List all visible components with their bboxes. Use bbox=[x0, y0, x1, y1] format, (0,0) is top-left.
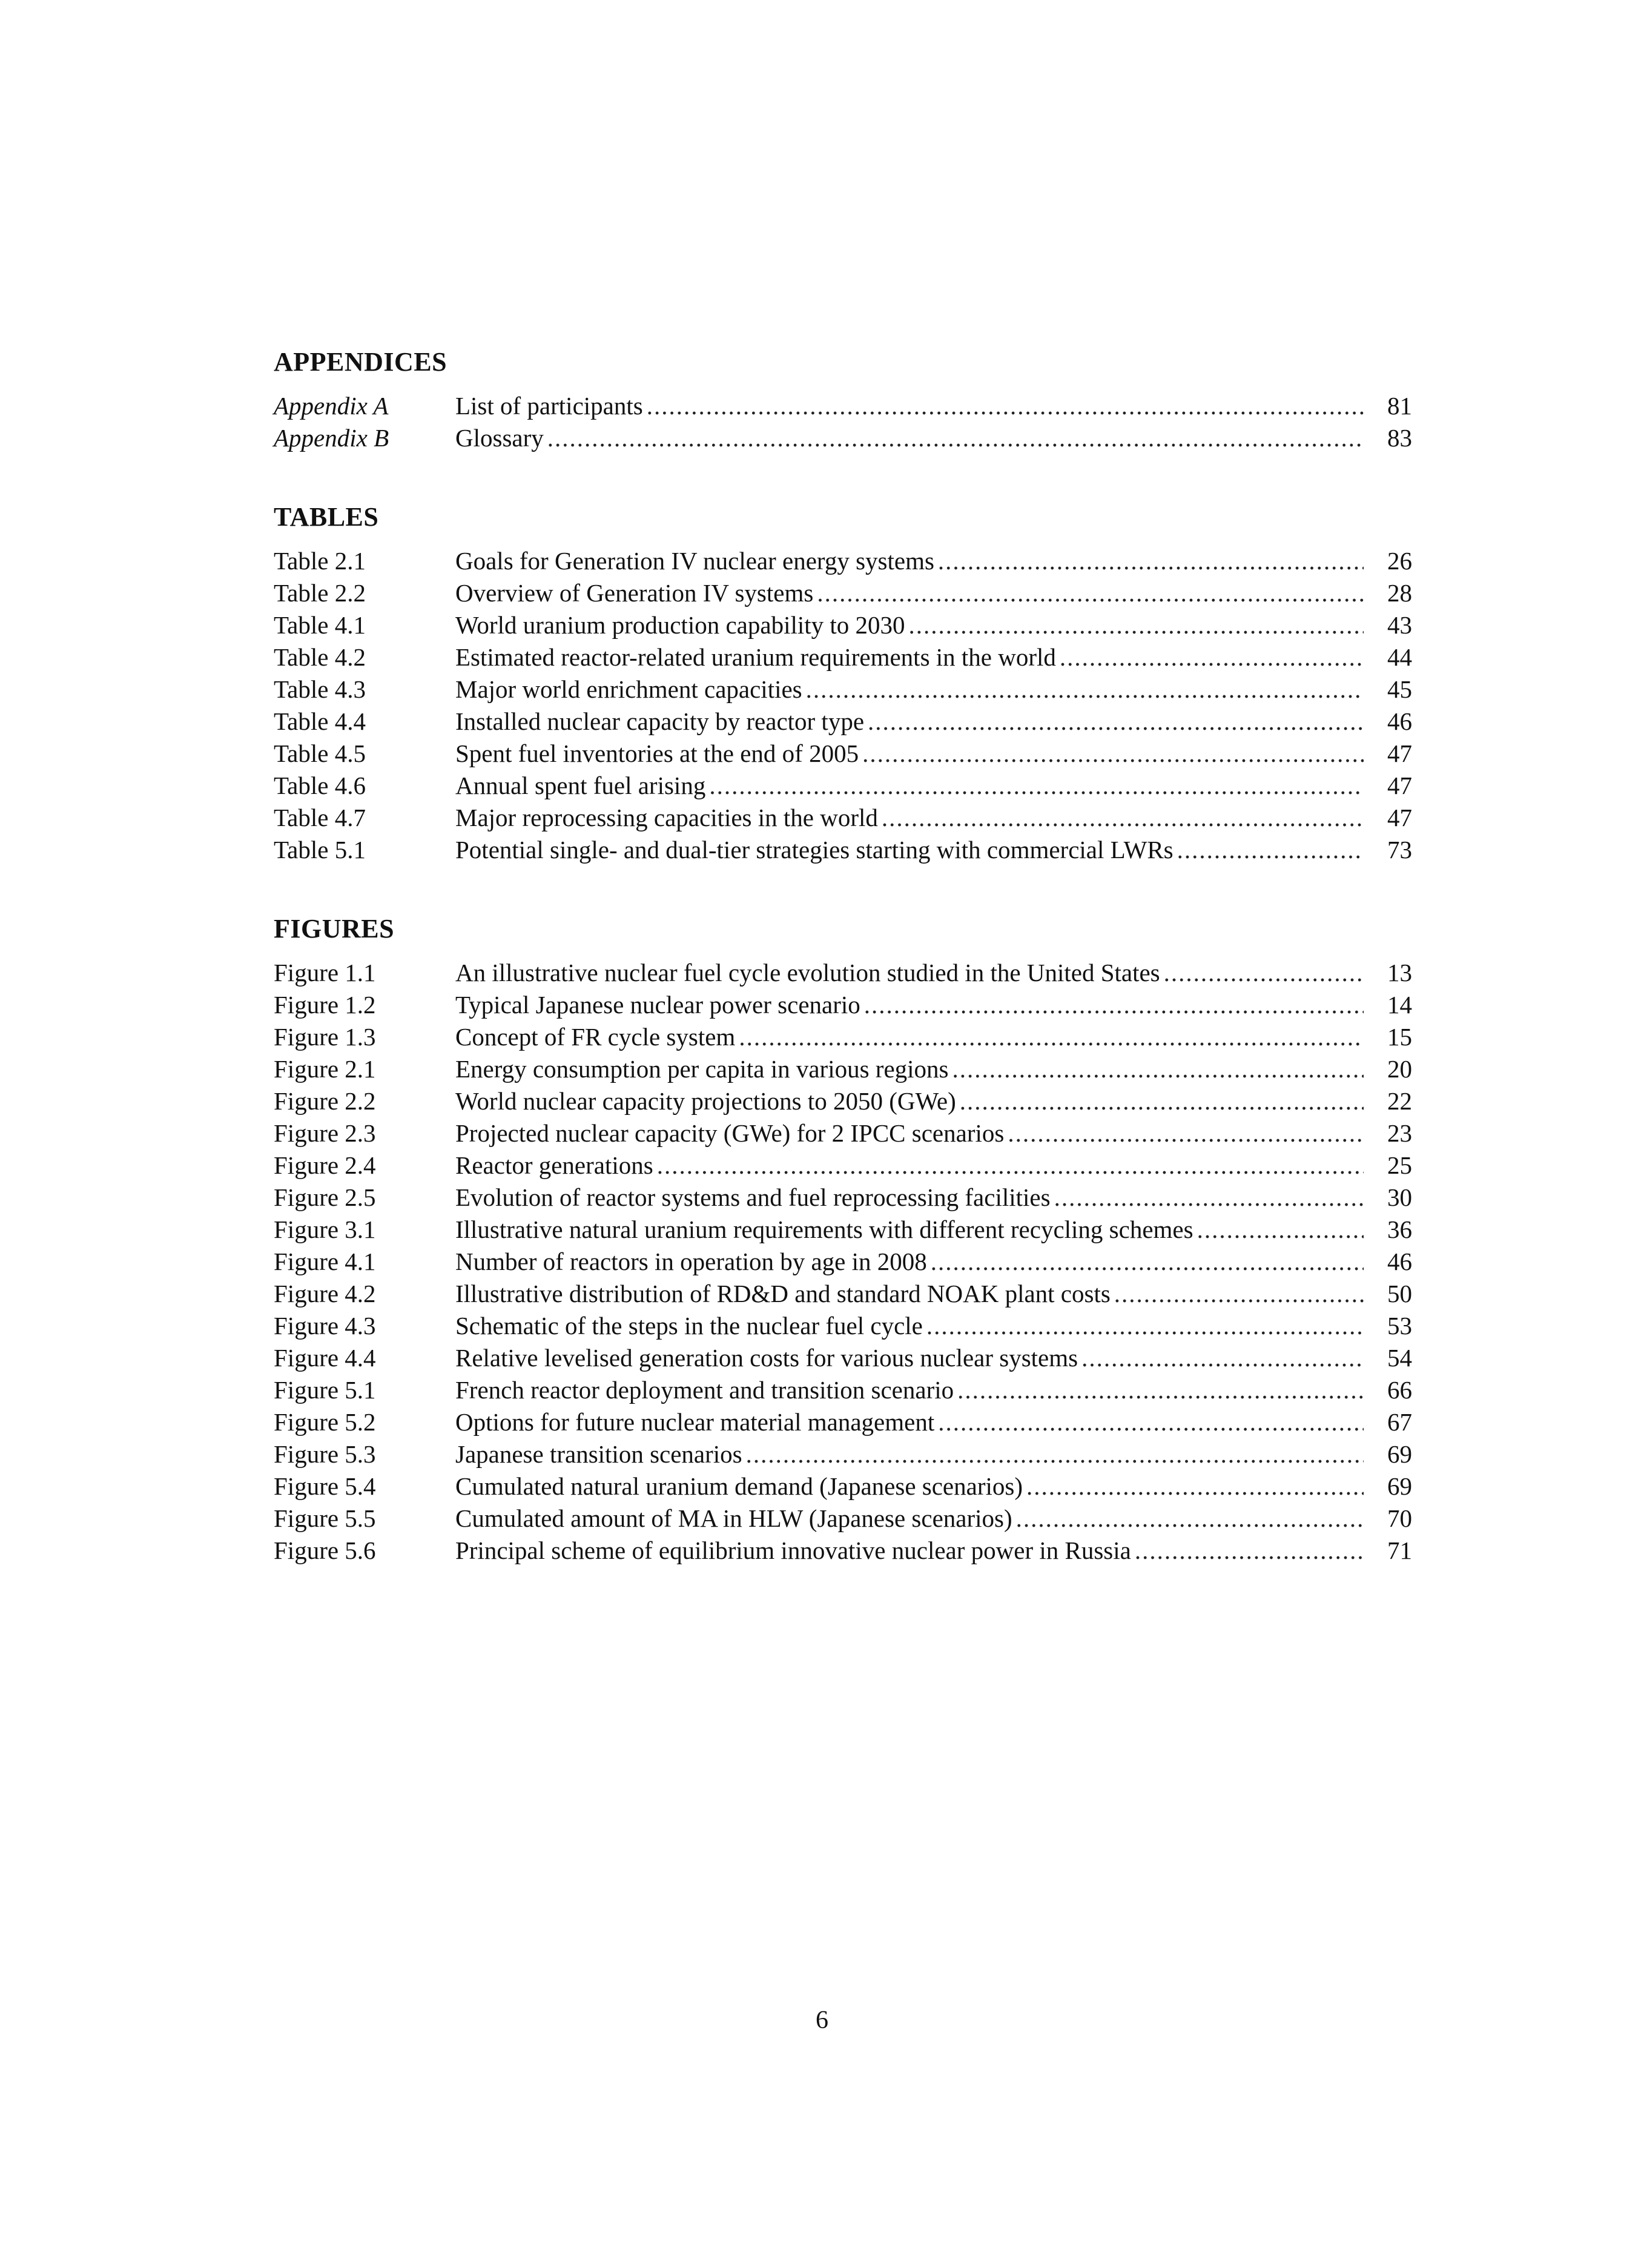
toc-entry[interactable] bbox=[274, 1535, 1412, 1567]
toc-entry[interactable] bbox=[274, 390, 1412, 422]
entry-page-number: 13 bbox=[1387, 959, 1412, 987]
entry-title-with-leader bbox=[455, 957, 1364, 989]
dot-leader bbox=[960, 1085, 1364, 1117]
dot-leader bbox=[864, 989, 1364, 1021]
entry-title-with-leader bbox=[455, 545, 1364, 577]
toc-entry[interactable] bbox=[274, 1278, 1412, 1310]
page-number: 6 bbox=[816, 2006, 828, 2034]
entry-title: World nuclear capacity projections to 2050 (GWe) bbox=[455, 1087, 956, 1115]
entry-title: Reactor generations bbox=[455, 1151, 653, 1179]
entry-page-number: 47 bbox=[1387, 772, 1412, 799]
appendices-section bbox=[274, 345, 1412, 454]
dot-leader bbox=[882, 802, 1364, 834]
entry-title-with-leader bbox=[455, 1053, 1364, 1085]
dot-leader bbox=[739, 1021, 1364, 1053]
entry-label: Appendix A bbox=[274, 392, 389, 420]
dot-leader bbox=[1026, 1470, 1364, 1503]
entry-label: Figure 2.4 bbox=[274, 1151, 376, 1179]
entry-title: Energy consumption per capita in various regions bbox=[455, 1055, 949, 1083]
entry-title: Principal scheme of equilibrium innovative nuclear power in Russia bbox=[455, 1536, 1131, 1564]
dot-leader bbox=[1197, 1214, 1364, 1246]
entry-label: Figure 2.5 bbox=[274, 1183, 376, 1211]
entry-title-with-leader bbox=[455, 1117, 1364, 1149]
entry-title: Goals for Generation IV nuclear energy systems bbox=[455, 547, 934, 575]
toc-entry[interactable] bbox=[274, 1342, 1412, 1374]
entry-title: Overview of Generation IV systems bbox=[455, 579, 814, 607]
entry-label: Table 4.7 bbox=[274, 804, 366, 831]
entry-label: Figure 4.3 bbox=[274, 1312, 376, 1340]
entry-label: Table 4.6 bbox=[274, 772, 366, 799]
toc-entry[interactable] bbox=[274, 545, 1412, 577]
entry-title-with-leader bbox=[455, 609, 1364, 641]
toc-entry[interactable] bbox=[274, 1310, 1412, 1342]
entry-title: Concept of FR cycle system bbox=[455, 1023, 736, 1051]
tables-heading: TABLES bbox=[274, 502, 379, 532]
entry-title-with-leader bbox=[455, 1535, 1364, 1567]
entry-title-with-leader bbox=[455, 802, 1364, 834]
entry-title-with-leader bbox=[455, 1342, 1364, 1374]
entry-title: Glossary bbox=[455, 424, 544, 452]
entry-page-number: 14 bbox=[1387, 991, 1412, 1019]
entry-page-number: 22 bbox=[1387, 1087, 1412, 1115]
entry-page-number: 47 bbox=[1387, 804, 1412, 831]
toc-entry[interactable] bbox=[274, 422, 1412, 454]
entry-title: Number of reactors in operation by age in 2008 bbox=[455, 1248, 927, 1275]
entry-page-number: 66 bbox=[1387, 1376, 1412, 1404]
entry-label: Figure 3.1 bbox=[274, 1215, 376, 1243]
entry-page-number: 28 bbox=[1387, 579, 1412, 607]
entry-title: Schematic of the steps in the nuclear fuel cycle bbox=[455, 1312, 923, 1340]
entry-title: Illustrative natural uranium requirements with different recycling schemes bbox=[455, 1215, 1193, 1243]
entry-label: Figure 5.1 bbox=[274, 1376, 376, 1404]
entry-title-with-leader bbox=[455, 1310, 1364, 1342]
entry-title-with-leader bbox=[455, 1503, 1364, 1535]
entry-label: Figure 4.4 bbox=[274, 1344, 376, 1372]
entry-page-number: 71 bbox=[1387, 1536, 1412, 1564]
dot-leader bbox=[1164, 957, 1364, 989]
dot-leader bbox=[868, 706, 1364, 738]
entry-title-with-leader bbox=[455, 641, 1364, 673]
dot-leader bbox=[817, 577, 1364, 609]
entry-page-number: 83 bbox=[1387, 424, 1412, 452]
entry-title-with-leader bbox=[455, 1438, 1364, 1470]
entry-title-with-leader bbox=[455, 989, 1364, 1021]
entry-title-with-leader bbox=[455, 1085, 1364, 1117]
entry-title: Options for future nuclear material management bbox=[455, 1408, 935, 1436]
entry-label: Appendix B bbox=[274, 424, 389, 452]
entry-label: Table 5.1 bbox=[274, 836, 366, 864]
entry-title: Cumulated natural uranium demand (Japanese scenarios) bbox=[455, 1472, 1023, 1500]
entry-title-with-leader bbox=[455, 577, 1364, 609]
entry-page-number: 67 bbox=[1387, 1408, 1412, 1436]
entry-title: Japanese transition scenarios bbox=[455, 1440, 742, 1468]
dot-leader bbox=[1060, 641, 1364, 673]
entry-label: Figure 5.5 bbox=[274, 1504, 376, 1532]
entry-label: Figure 4.1 bbox=[274, 1248, 376, 1275]
entry-label: Figure 4.2 bbox=[274, 1280, 376, 1308]
entry-label: Table 2.1 bbox=[274, 547, 366, 575]
dot-leader bbox=[1135, 1535, 1364, 1567]
entry-page-number: 15 bbox=[1387, 1023, 1412, 1051]
dot-leader bbox=[647, 390, 1364, 422]
dot-leader bbox=[1114, 1278, 1364, 1310]
dot-leader bbox=[1008, 1117, 1364, 1149]
dot-leader bbox=[547, 422, 1364, 454]
entry-label: Figure 1.1 bbox=[274, 959, 376, 987]
entry-page-number: 46 bbox=[1387, 1248, 1412, 1275]
entry-label: Figure 1.2 bbox=[274, 991, 376, 1019]
dot-leader bbox=[709, 770, 1364, 802]
entry-title: Projected nuclear capacity (GWe) for 2 IPCC scenarios bbox=[455, 1119, 1005, 1147]
dot-leader bbox=[657, 1149, 1364, 1182]
toc-entry[interactable] bbox=[274, 1406, 1412, 1438]
entry-page-number: 26 bbox=[1387, 547, 1412, 575]
entry-label: Figure 5.4 bbox=[274, 1472, 376, 1500]
toc-entry[interactable] bbox=[274, 673, 1412, 706]
entry-page-number: 36 bbox=[1387, 1215, 1412, 1243]
entry-title: French reactor deployment and transition scenario bbox=[455, 1376, 954, 1404]
entry-title: Estimated reactor-related uranium requirements in the world bbox=[455, 643, 1056, 671]
entry-title: World uranium production capability to 2030 bbox=[455, 611, 905, 639]
entry-title: Installed nuclear capacity by reactor type bbox=[455, 707, 865, 735]
toc-entry[interactable] bbox=[274, 1053, 1412, 1085]
entry-title-with-leader bbox=[455, 390, 1364, 422]
toc-entry[interactable] bbox=[274, 641, 1412, 673]
entry-page-number: 53 bbox=[1387, 1312, 1412, 1340]
dot-leader bbox=[909, 609, 1364, 641]
entry-title: Spent fuel inventories at the end of 2005 bbox=[455, 739, 859, 767]
dot-leader bbox=[1177, 834, 1364, 866]
toc-entry[interactable] bbox=[274, 1246, 1412, 1278]
entry-label: Figure 5.6 bbox=[274, 1536, 376, 1564]
entry-title-with-leader bbox=[455, 422, 1364, 454]
toc-entry[interactable] bbox=[274, 1085, 1412, 1117]
entry-title-with-leader bbox=[455, 1214, 1364, 1246]
entry-title: Evolution of reactor systems and fuel reprocessing facilities bbox=[455, 1183, 1051, 1211]
toc-entry[interactable] bbox=[274, 1470, 1412, 1503]
entry-title: Relative levelised generation costs for various nuclear systems bbox=[455, 1344, 1078, 1372]
toc-entry[interactable] bbox=[274, 1182, 1412, 1214]
figures-section bbox=[274, 912, 1412, 1567]
dot-leader bbox=[746, 1438, 1364, 1470]
figures-list bbox=[274, 957, 1412, 1567]
entry-title-with-leader bbox=[455, 738, 1364, 770]
entry-title-with-leader bbox=[455, 1406, 1364, 1438]
entry-title: Cumulated amount of MA in HLW (Japanese scenarios) bbox=[455, 1504, 1012, 1532]
entry-title-with-leader bbox=[455, 1021, 1364, 1053]
entry-label: Table 4.1 bbox=[274, 611, 366, 639]
entry-page-number: 46 bbox=[1387, 707, 1412, 735]
entry-label: Figure 5.2 bbox=[274, 1408, 376, 1436]
toc-entry[interactable] bbox=[274, 1021, 1412, 1053]
figures-heading: FIGURES bbox=[274, 914, 395, 944]
dot-leader bbox=[806, 673, 1364, 706]
toc-entry[interactable] bbox=[274, 1214, 1412, 1246]
entry-page-number: 44 bbox=[1387, 643, 1412, 671]
entry-label: Figure 1.3 bbox=[274, 1023, 376, 1051]
dot-leader bbox=[1054, 1182, 1364, 1214]
entry-title-with-leader bbox=[455, 1149, 1364, 1182]
entry-page-number: 20 bbox=[1387, 1055, 1412, 1083]
dot-leader bbox=[926, 1310, 1364, 1342]
entry-title: Illustrative distribution of RD&D and standard NOAK plant costs bbox=[455, 1280, 1111, 1308]
entry-title-with-leader bbox=[455, 834, 1364, 866]
entry-page-number: 47 bbox=[1387, 739, 1412, 767]
entry-label: Table 4.5 bbox=[274, 739, 366, 767]
dot-leader bbox=[938, 545, 1364, 577]
appendices-heading: APPENDICES bbox=[274, 347, 447, 377]
entry-label: Figure 5.3 bbox=[274, 1440, 376, 1468]
toc-entry[interactable] bbox=[274, 834, 1412, 866]
entry-title-with-leader bbox=[455, 1374, 1364, 1406]
entry-page-number: 30 bbox=[1387, 1183, 1412, 1211]
dot-leader bbox=[862, 738, 1364, 770]
toc-entry[interactable] bbox=[274, 1149, 1412, 1182]
toc-entry[interactable] bbox=[274, 802, 1412, 834]
entry-title-with-leader bbox=[455, 1246, 1364, 1278]
entry-label: Table 4.2 bbox=[274, 643, 366, 671]
entry-page-number: 45 bbox=[1387, 675, 1412, 703]
entry-page-number: 69 bbox=[1387, 1440, 1412, 1468]
entry-title: Typical Japanese nuclear power scenario bbox=[455, 991, 860, 1019]
toc-content bbox=[274, 345, 1412, 1613]
toc-entry[interactable] bbox=[274, 609, 1412, 641]
entry-title-with-leader bbox=[455, 770, 1364, 802]
entry-page-number: 25 bbox=[1387, 1151, 1412, 1179]
entry-label: Figure 2.3 bbox=[274, 1119, 376, 1147]
entry-page-number: 73 bbox=[1387, 836, 1412, 864]
entry-label: Table 4.4 bbox=[274, 707, 366, 735]
toc-entry[interactable] bbox=[274, 1503, 1412, 1535]
dot-leader bbox=[938, 1406, 1364, 1438]
entry-title-with-leader bbox=[455, 1182, 1364, 1214]
entry-title: Major world enrichment capacities bbox=[455, 675, 802, 703]
entry-page-number: 43 bbox=[1387, 611, 1412, 639]
entry-title-with-leader bbox=[455, 706, 1364, 738]
dot-leader bbox=[952, 1053, 1364, 1085]
toc-entry[interactable] bbox=[274, 738, 1412, 770]
tables-list bbox=[274, 545, 1412, 866]
toc-entry[interactable] bbox=[274, 1438, 1412, 1470]
entry-title-with-leader bbox=[455, 1470, 1364, 1503]
entry-title-with-leader bbox=[455, 673, 1364, 706]
tables-section bbox=[274, 500, 1412, 866]
appendices-list bbox=[274, 390, 1412, 454]
entry-title: List of participants bbox=[455, 392, 643, 420]
toc-entry[interactable] bbox=[274, 770, 1412, 802]
dot-leader bbox=[1081, 1342, 1364, 1374]
entry-page-number: 54 bbox=[1387, 1344, 1412, 1372]
entry-title: An illustrative nuclear fuel cycle evolution studied in the United States bbox=[455, 959, 1160, 987]
dot-leader bbox=[957, 1374, 1364, 1406]
entry-page-number: 50 bbox=[1387, 1280, 1412, 1308]
dot-leader bbox=[1016, 1503, 1364, 1535]
toc-entry[interactable] bbox=[274, 989, 1412, 1021]
toc-entry[interactable] bbox=[274, 1117, 1412, 1149]
entry-title-with-leader bbox=[455, 1278, 1364, 1310]
entry-page-number: 81 bbox=[1387, 392, 1412, 420]
dot-leader bbox=[931, 1246, 1364, 1278]
entry-label: Figure 2.2 bbox=[274, 1087, 376, 1115]
toc-entry[interactable] bbox=[274, 706, 1412, 738]
toc-entry[interactable] bbox=[274, 1374, 1412, 1406]
entry-title: Potential single- and dual-tier strategies starting with commercial LWRs bbox=[455, 836, 1174, 864]
entry-label: Figure 2.1 bbox=[274, 1055, 376, 1083]
entry-label: Table 4.3 bbox=[274, 675, 366, 703]
entry-title: Annual spent fuel arising bbox=[455, 772, 706, 799]
entry-page-number: 23 bbox=[1387, 1119, 1412, 1147]
entry-page-number: 69 bbox=[1387, 1472, 1412, 1500]
toc-entry[interactable] bbox=[274, 957, 1412, 989]
entry-label: Table 2.2 bbox=[274, 579, 366, 607]
toc-entry[interactable] bbox=[274, 577, 1412, 609]
entry-title: Major reprocessing capacities in the world bbox=[455, 804, 878, 831]
entry-page-number: 70 bbox=[1387, 1504, 1412, 1532]
